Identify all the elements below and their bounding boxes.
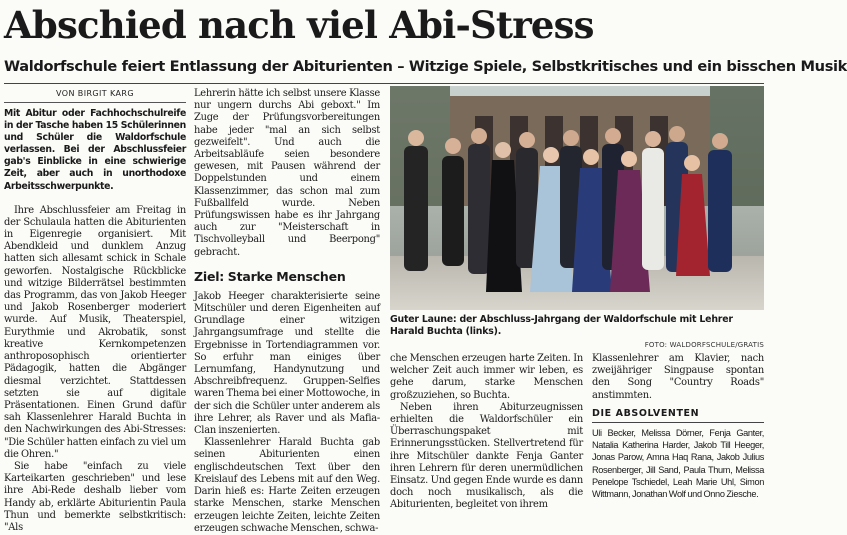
- graduates-list: Uli Becker, Melissa Dörner, Fenja Ganter, Natalia Katherina Harder, Jakob Till Heeger, Jonas Parow, Amna Haq Rana, Jakob Julius Rosenberger, Jill Sand, Paula Thum, Melissa Penelope Tschiedel, Leah Marie Uhl, Simon Wittmann, Jonathan Wolf und Onno Ziesche.: [592, 428, 764, 500]
- article-column-4: [592, 353, 764, 403]
- body-paragraph: Sie habe "einfach zu viele Karteikarten geschrieben" und lese ihre Abi-Rede deshalb lieber vom Handy ab, erklärte Abiturientin Paula Thun und bemerkte selbstkritisch: "Als: [4, 460, 186, 533]
- byline-text: VON BIRGIT KARG: [56, 89, 134, 98]
- article-subheadline: Waldorfschule feiert Entlassung der Abiturienten – Witzige Spiele, Selbstkritisches und ein bisschen Musik: [4, 58, 847, 75]
- body-paragraph: Neben ihren Abiturzeugnissen erhielten die Waldorfschüler ein Überraschungspaket mit Erinnerungsstücken. Stellvertretend für ihre Mitschüler dankte Fenja Ganter ihren Lehrern für deren unermüdlichen Einsatz. Und gegen Ende wurde es dann doch noch musikalisch, als die Abiturienten, begleitet von ihrem: [390, 401, 583, 511]
- photo-caption: Guter Laune: der Abschluss-Jahrgang der Waldorfschule mit Lehrer Harald Buchta (links).: [390, 314, 733, 337]
- body-paragraph: Jakob Heeger charakterisierte seine Mitschüler und deren Eigenheiten auf Grundlage einer witzigen Jahrgangsumfrage und stellte die Ergebnisse in Tortendiagrammen vor. So erfuhr man einiges über Lernumfang, Handynutzung und Abschreibfrequenz. Gruppen-Selfies waren Thema bei einer Mottowoche, in der sich die Schüler unter anderem als ihre Lehrer, als Raver und als Mafia-Clan inszenierten.: [194, 290, 380, 437]
- class-photo: [390, 86, 764, 310]
- body-paragraph: Klassenlehrer Harald Buchta gab seinen Abiturienten einen englischdeutschen Text über den Kreislauf des Lebens mit auf den Weg. Darin hieß es: Harte Zeiten erzeugen starke Menschen, starke Menschen erzeugen leichte Zeiten, leichte Zeiten erzeugen schwache Menschen, schwa-: [194, 437, 380, 534]
- body-paragraph: Ihre Abschlussfeier am Freitag in der Schulaula hatten die Abiturienten in Eigenregie organisiert. Mit Abendkleid und dunklem Anzug hatten sich allesamt schick in Schale geworfen. Nostalgische Rückblicke und witzige Bilderrätsel bestimmten das Programm, das von Jakob Heeger und Jakob Rosenberger moderiert wurde. Auf Musik, Theaterspiel, Eurythmie und Akrobatik, sonst kreative Kernkompetenzen anthroposophisch orientierter Pädagogik, hatten die Abgänger diesmal verzichtet. Stattdessen setzten sie auf digitale Präsentationen. Einen Grund dafür sah Klassenlehrer Harald Buchta in den Nachwirkungen des Abi-Stresses: "Die Schüler hatten einfach zu viel um die Ohren.": [4, 204, 186, 460]
- photo-credit: FOTO: WALDORFSCHULE/GRATIS: [644, 341, 764, 349]
- article-column-3: [390, 353, 583, 525]
- article-column-1: [4, 108, 186, 533]
- byline-divider: [4, 102, 186, 103]
- graduates-box-divider: [592, 422, 764, 423]
- graduates-box-title: DIE ABSOLVENTEN: [592, 408, 700, 419]
- article-column-2: [194, 88, 380, 534]
- body-paragraph: che Menschen erzeugen harte Zeiten. In welcher Zeit auch immer wir leben, es gehe darum, starke Menschen großzuziehen, so Buchta.: [390, 353, 583, 401]
- class-photo-illustration: [390, 86, 764, 310]
- article-headline: Abschied nach viel Abi-Stress: [4, 3, 594, 47]
- byline: [4, 89, 186, 103]
- article-lead: Mit Abitur oder Fachhochschulreife in der Tasche haben 15 Schülerinnen und Schüler die Waldorfschule verlassen. Bei der Abschlussfeier gab's Einblicke in eine schwierige Zeit, aber auch in unorthodoxe Arbeitsschwerpunkte.: [4, 108, 186, 192]
- body-paragraph: Klassenlehrer am Klavier, nach zweijähriger Singpause spontan den Song "Country Roads" anstimmten.: [592, 353, 764, 401]
- header-divider: [4, 83, 764, 84]
- body-paragraph: Lehrerin hätte ich selbst unsere Klasse nur ungern durchs Abi geboxt." Im Zuge der Prüfungsvorbereitungen habe jeder "mal an sich selbst gezweifelt". Und auch die Arbeitsabläufe seien besondere gewesen, mit Pausen während der Doppelstunden und einem Klassenzimmer, das schon mal zum Fußballfeld wurde. Neben Prüfungswissen habe es ihr Jahrgang auch zur "Meisterschaft in Tischvolleyball und Beerpong" gebracht.: [194, 88, 380, 258]
- section-heading: Ziel: Starke Menschen: [194, 268, 346, 284]
